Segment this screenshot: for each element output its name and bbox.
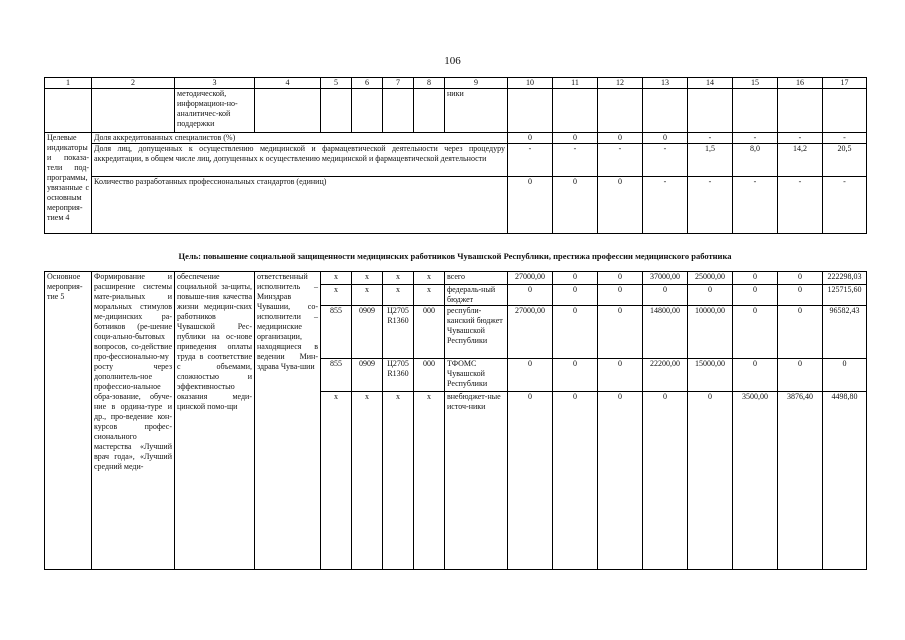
funding-value: 27000,00 xyxy=(508,306,553,359)
budget-code: x xyxy=(414,285,445,306)
indicator-row xyxy=(45,144,867,177)
funding-value: 4498,80 xyxy=(823,392,867,570)
header-cell: 3 xyxy=(175,78,255,89)
indicator-value: - xyxy=(643,177,688,234)
header-cell: 4 xyxy=(255,78,321,89)
funding-value: 0 xyxy=(823,359,867,392)
funding-value: 0 xyxy=(553,306,598,359)
funding-value: 14800,00 xyxy=(643,306,688,359)
budget-code: x xyxy=(352,272,383,285)
header-row xyxy=(45,78,867,89)
activity-table xyxy=(44,271,867,570)
indicators-table xyxy=(44,77,867,234)
funding-row xyxy=(45,272,867,285)
indicator-value: 0 xyxy=(598,177,643,234)
funding-value: 0 xyxy=(553,285,598,306)
indicator-value: - xyxy=(688,133,733,144)
indicator-row xyxy=(45,133,867,144)
header-cell: 14 xyxy=(688,78,733,89)
indicator-value: 0 xyxy=(598,133,643,144)
indicator-text: Доля лиц, допущенных к осуществлению медицинской и фармацевтической деятельности через процедуру аккредитации, в общем числе лиц, допущенных к осуществлению медицинской и фармацевтической деятельности xyxy=(92,144,508,177)
funding-value: 222298,03 xyxy=(823,272,867,285)
funding-value: 0 xyxy=(598,272,643,285)
funding-value: 0 xyxy=(553,359,598,392)
funding-value: 0 xyxy=(688,392,733,570)
funding-value: 0 xyxy=(598,285,643,306)
funding-source: федераль-ный бюджет xyxy=(445,285,508,306)
header-cell: 1 xyxy=(45,78,92,89)
funding-value: 0 xyxy=(643,392,688,570)
funding-value: 3876,40 xyxy=(778,392,823,570)
page-number: 106 xyxy=(444,55,461,67)
funding-value: 3500,00 xyxy=(733,392,778,570)
budget-code: 855 xyxy=(321,306,352,359)
budget-code: x xyxy=(414,272,445,285)
funding-source: внебюджет-ные источ-ники xyxy=(445,392,508,570)
budget-code: 000 xyxy=(414,306,445,359)
funding-value: 0 xyxy=(688,285,733,306)
funding-value: 0 xyxy=(778,272,823,285)
funding-value: 0 xyxy=(598,306,643,359)
budget-code: 855 xyxy=(321,359,352,392)
indicator-value: - xyxy=(643,144,688,177)
header-cell: 5 xyxy=(321,78,352,89)
funding-source: всего xyxy=(445,272,508,285)
funding-value: 0 xyxy=(508,359,553,392)
funding-value: 0 xyxy=(508,392,553,570)
funding-value: 0 xyxy=(553,392,598,570)
header-cell: 17 xyxy=(823,78,867,89)
indicator-value: - xyxy=(733,177,778,234)
header-cell: 11 xyxy=(553,78,598,89)
funding-value: 0 xyxy=(733,285,778,306)
budget-code: x xyxy=(383,272,414,285)
indicator-value: - xyxy=(823,133,867,144)
indicator-value: 0 xyxy=(508,177,553,234)
header-cell: 13 xyxy=(643,78,688,89)
header-cell: 15 xyxy=(733,78,778,89)
funding-value: 15000,00 xyxy=(688,359,733,392)
indicator-value: 14,2 xyxy=(778,144,823,177)
funding-value: 125715,60 xyxy=(823,285,867,306)
funding-value: 96582,43 xyxy=(823,306,867,359)
indicator-value: - xyxy=(733,133,778,144)
budget-code: x xyxy=(414,392,445,570)
header-cell: 8 xyxy=(414,78,445,89)
indicator-value: - xyxy=(778,133,823,144)
funding-value: 0 xyxy=(643,285,688,306)
indicator-value: 20,5 xyxy=(823,144,867,177)
funding-value: 0 xyxy=(778,359,823,392)
goal-heading: Цель: повышение социальной защищенности медицинских работников Чувашской Республики, престижа профессии медицинского работника xyxy=(178,251,732,261)
funding-value: 0 xyxy=(598,359,643,392)
header-cell: 7 xyxy=(383,78,414,89)
continuation-row xyxy=(45,89,867,133)
funding-value: 0 xyxy=(553,272,598,285)
header-cell: 2 xyxy=(92,78,175,89)
budget-code: x xyxy=(321,392,352,570)
funding-value: 0 xyxy=(508,285,553,306)
funding-value: 0 xyxy=(733,359,778,392)
budget-code: x xyxy=(321,272,352,285)
activity-name: Основное мероприя-тие 5 xyxy=(45,272,92,570)
funding-value: 0 xyxy=(778,306,823,359)
indicators-label: Целевые индикаторы и показа-тели под-программы, увязанные с основным мероприя-тием 4 xyxy=(45,133,92,234)
funding-value: 25000,00 xyxy=(688,272,733,285)
activity-description: Формирование и расширение системы мате-риальных и моральных стимулов ме-дицинских ра-ботников (ре-шение соци-ально-бытовых вопросов, со-действие про-фессионально-му росту через дополнитель-ное профессио-нальное обра-зование, обуче-ние в ордина-туре и др., про-ведение кон-курсов профес-сионального мастерства «Лучший врач года», «Лучший средний меди- xyxy=(92,272,175,570)
funding-value: 0 xyxy=(733,306,778,359)
header-cell: 16 xyxy=(778,78,823,89)
header-cell: 12 xyxy=(598,78,643,89)
cont-col9: ники xyxy=(445,89,508,133)
budget-code: x xyxy=(321,285,352,306)
indicator-value: 0 xyxy=(553,177,598,234)
header-cell: 9 xyxy=(445,78,508,89)
indicator-value: - xyxy=(823,177,867,234)
header-cell: 6 xyxy=(352,78,383,89)
funding-source: республи-канский бюджет Чувашской Республики xyxy=(445,306,508,359)
budget-code: 000 xyxy=(414,359,445,392)
indicator-value: - xyxy=(778,177,823,234)
funding-source: ТФОМС Чувашской Республики xyxy=(445,359,508,392)
funding-value: 27000,00 xyxy=(508,272,553,285)
budget-code: 0909 xyxy=(352,306,383,359)
funding-value: 10000,00 xyxy=(688,306,733,359)
budget-code: x xyxy=(383,392,414,570)
indicator-value: - xyxy=(688,177,733,234)
budget-code: Ц2705 R1360 xyxy=(383,359,414,392)
indicator-value: 0 xyxy=(643,133,688,144)
funding-value: 0 xyxy=(733,272,778,285)
indicator-value: 0 xyxy=(508,133,553,144)
indicator-value: 0 xyxy=(553,133,598,144)
indicator-text: Доля аккредитованных специалистов (%) xyxy=(92,133,508,144)
indicator-value: 8,0 xyxy=(733,144,778,177)
funding-value: 0 xyxy=(778,285,823,306)
activity-executors: ответственный исполнитель – Минздрав Чувашии, со-исполнители – медицинские организации, находящиеся в ведении Мин-здрава Чува-шии xyxy=(255,272,321,570)
budget-code: 0909 xyxy=(352,359,383,392)
budget-code: Ц2705 R1360 xyxy=(383,306,414,359)
indicator-value: - xyxy=(553,144,598,177)
cont-col3: методической, информацион-но-аналитичес-кой поддержки xyxy=(175,89,255,133)
indicator-value: - xyxy=(508,144,553,177)
header-cell: 10 xyxy=(508,78,553,89)
indicator-text: Количество разработанных профессиональных стандартов (единиц) xyxy=(92,177,508,234)
funding-value: 37000,00 xyxy=(643,272,688,285)
budget-code: x xyxy=(383,285,414,306)
funding-value: 22200,00 xyxy=(643,359,688,392)
indicator-value: 1,5 xyxy=(688,144,733,177)
budget-code: x xyxy=(352,392,383,570)
indicator-value: - xyxy=(598,144,643,177)
funding-value: 0 xyxy=(598,392,643,570)
indicator-row xyxy=(45,177,867,234)
budget-code: x xyxy=(352,285,383,306)
activity-goal: обеспечение социальной за-щиты, повыше-ния качества жизни медицин-ских работников Чувашской Рес-публики на ос-нове приведения оплаты труда в соответствие с объемами, сложностью и эффективностью оказания меди-цинской помо-щи xyxy=(175,272,255,570)
